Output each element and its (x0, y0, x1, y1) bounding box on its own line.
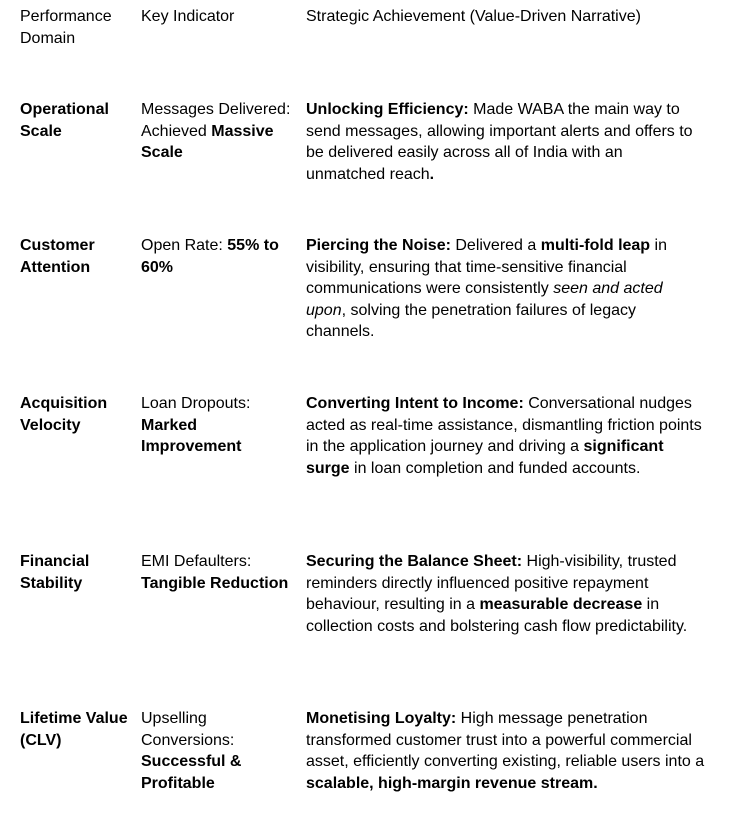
text-run: Tangible Reduction (141, 574, 289, 592)
text-run: measurable decrease (479, 596, 643, 613)
text-run: EMI Defaulters: (141, 553, 252, 570)
row-achievement (306, 551, 706, 637)
text-run: 55% to 60% (141, 237, 279, 276)
text-run: Securing the Balance Sheet: (306, 553, 523, 570)
text-run: seen and acted upon (306, 280, 663, 319)
text-run: Upselling Conversions: (141, 710, 235, 749)
domain-label: Customer Attention (20, 237, 95, 276)
text-run: Piercing the Noise: (306, 237, 451, 254)
text-run: in loan completion and funded accounts. (349, 459, 641, 477)
row-indicator (141, 393, 299, 458)
text-run: Massive Scale (141, 122, 274, 161)
text-run: scalable, high-margin revenue stream. (306, 774, 598, 792)
row-indicator (141, 235, 299, 278)
text-run: multi-fold leap (540, 237, 651, 254)
text-run: Made WABA the main way to send messages, allowing important alerts and offers to be delivered easily across all of India with an unmatched reach (306, 101, 693, 183)
row-achievement (306, 235, 706, 343)
text-run: High-visibility, trusted reminders directly influenced positive repayment behaviour, resulting in a (306, 553, 677, 613)
row-domain (20, 708, 132, 751)
row-achievement (306, 708, 706, 794)
row-domain (20, 393, 132, 436)
text-run: Monetising Loyalty: (306, 710, 457, 727)
text-run: in collection costs and bolstering cash flow predictability. (306, 596, 688, 635)
text-run: Open Rate: (141, 237, 228, 254)
text-run: , solving the penetration failures of legacy channels. (306, 301, 636, 340)
row-achievement (306, 393, 706, 479)
text-run: Loan Dropouts: (141, 395, 251, 412)
text-run: . (429, 165, 435, 183)
domain-label: Acquisition Velocity (20, 395, 108, 434)
text-run: Messages Delivered: Achieved (141, 101, 291, 140)
row-achievement (306, 99, 706, 185)
row-indicator (141, 99, 299, 164)
text-run: Delivered a (450, 237, 541, 254)
text-run: Conversational nudges acted as real-time assistance, dismantling friction points in the application journey and driving a (306, 395, 702, 455)
row-domain (20, 99, 132, 142)
header-performance-domain: Performance Domain (20, 8, 112, 47)
text-run: Converting Intent to Income: (306, 395, 524, 412)
domain-label: Operational Scale (20, 101, 109, 140)
row-indicator (141, 551, 299, 594)
domain-label: Financial Stability (20, 553, 90, 592)
row-domain (20, 235, 132, 278)
domain-label: Lifetime Value (CLV) (20, 710, 128, 749)
header-key-indicator: Key Indicator (141, 8, 235, 25)
text-run: High message penetration transformed customer trust into a powerful commercial asset, efficiently converting existing, reliable users into a (306, 710, 705, 770)
row-domain (20, 551, 132, 594)
row-indicator (141, 708, 299, 794)
text-run: Successful & Profitable (141, 753, 242, 792)
text-run: in visibility, ensuring that time-sensitive financial communications were consistently (306, 237, 667, 297)
header-strategic-achievement: Strategic Achievement (Value-Driven Narrative) (306, 8, 641, 25)
text-run: Marked Improvement (141, 416, 242, 455)
text-run: significant surge (306, 438, 664, 477)
text-run: Unlocking Efficiency: (306, 101, 469, 118)
